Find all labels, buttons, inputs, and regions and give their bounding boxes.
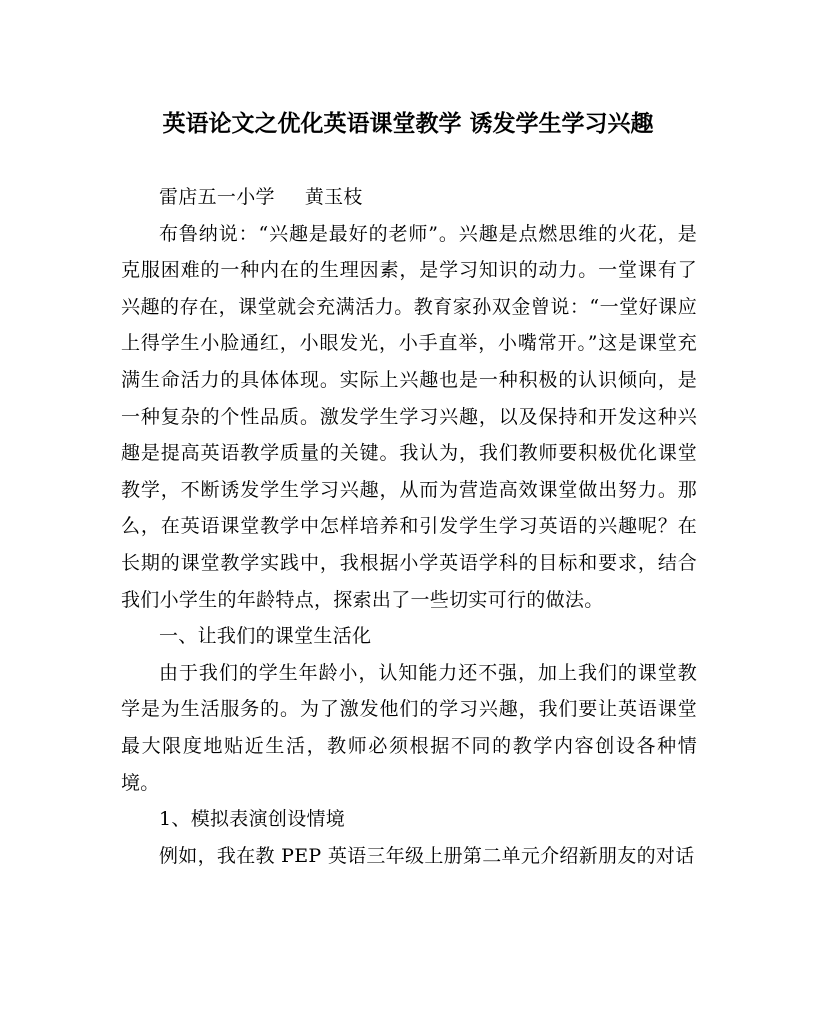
author-line [121,179,697,216]
document-title: 英语论文之优化英语课堂教学 诱发学生学习兴趣 [162,110,654,137]
subsection-heading-1: 1、模拟表演创设情境 [159,808,346,831]
section-heading-1: 一、让我们的课堂生活化 [159,625,372,648]
document-body [121,179,697,874]
paragraph-example: 例如，我在教 PEP 英语三年级上册第二单元介绍新朋友的对话 [159,844,695,867]
author-name: 黄玉枝 [304,186,363,208]
paragraph-intro: 布鲁纳说：“兴趣是最好的老师”。兴趣是点燃思维的火花，是克服困难的一种内在的生理因素，是学习知识的动力。一堂课有了兴趣的存在，课堂就会充满活力。教育家孙双金曾说：“一堂好课应上得学生小脸通红，小眼发光，小手直举，小嘴常开。”这是课堂充满生命活力的具体体现。实际上兴趣也是一种积极的认识倾向，是一种复杂的个性品质。激发学生学习兴趣，以及保持和开发这种兴趣是提高英语教学质量的关键。我认为，我们教师要积极优化课堂教学，不断诱发学生学习兴趣，从而为营造高效课堂做出努力。那么，在英语课堂教学中怎样培养和引发学生学习英语的兴趣呢？在长期的课堂教学实践中，我根据小学英语学科的目标和要求，结合我们小学生的年龄特点，探索出了一些切实可行的做法。 [121,222,697,611]
paragraph-section-1: 由于我们的学生年龄小，认知能力还不强，加上我们的课堂教学是为生活服务的。为了激发他们的学习兴趣，我们要让英语课堂最大限度地贴近生活，教师必须根据不同的教学内容创设各种情境。 [121,661,697,794]
author-school: 雷店五一小学 [159,186,275,208]
